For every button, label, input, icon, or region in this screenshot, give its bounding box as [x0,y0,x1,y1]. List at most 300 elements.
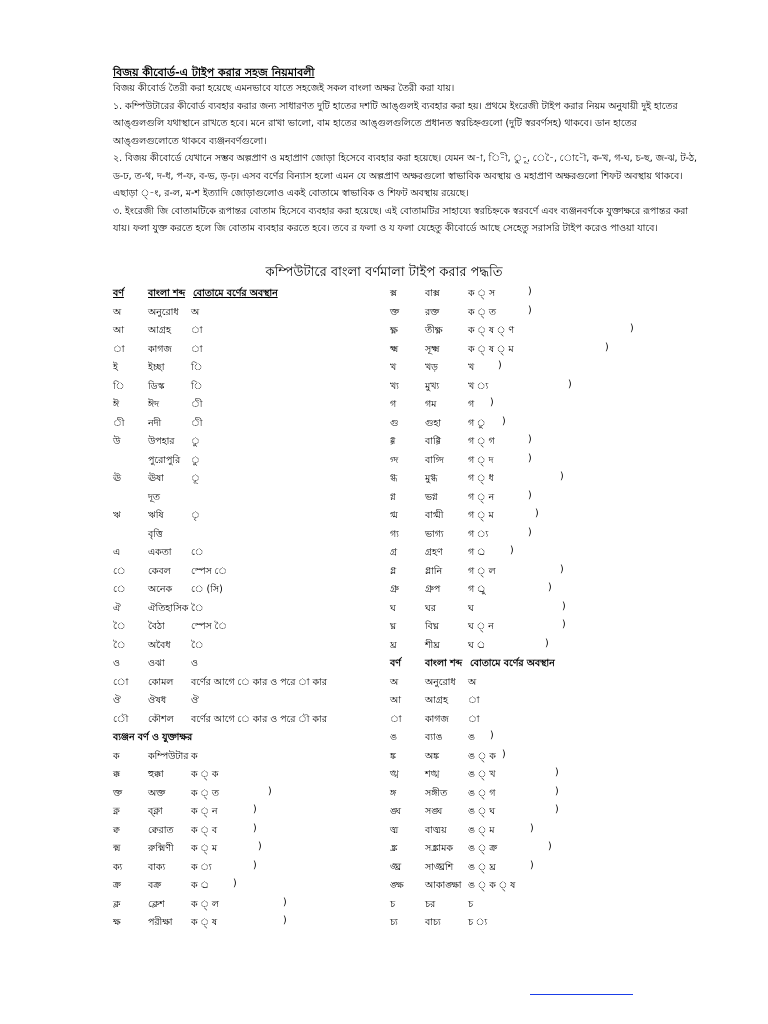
table-row [113,342,373,361]
row-key: ক ্ ব [191,824,218,836]
table-row [390,730,690,749]
row-letter: গু [390,417,399,429]
row-letter: অ [390,676,399,688]
row-paren: ) [530,859,534,871]
row-letter: গ্র [390,547,398,558]
row-key: ক ্ ল [191,898,219,910]
row-word: বৈঠা [148,621,165,632]
row-word: গ্লানি [425,565,443,577]
row-letter: ক্ষ্ণ [390,325,398,336]
row-key: গ [468,399,475,410]
row-key: ক ্ ষ [191,917,218,928]
table-row [113,453,373,472]
row-paren: ) [233,878,237,889]
row-key: গ ্ গ [468,436,495,447]
row-word: ঋষি [148,510,164,521]
row-word: অবৈধ [148,639,171,651]
table-row [390,564,690,583]
table-row [390,804,690,823]
right-vowel-rows [390,675,690,934]
table-row [113,619,373,638]
table-row [390,471,690,490]
row-key: ঘ ্র [468,639,486,651]
table-row [113,712,373,731]
row-word: ঈদ [148,399,160,410]
row-paren: ) [545,637,549,649]
table-row [390,286,690,305]
row-letter: ক্ষ [113,917,121,928]
row-paren: ) [528,286,532,297]
row-letter: ঊ [113,473,121,484]
row-key: ৈ [191,639,204,651]
row-letter: ক্স [390,288,397,299]
left-table-header [113,286,373,305]
row-word: রুক্মিণী [148,843,174,854]
row-letter: ঙ্ক্র [390,843,398,854]
table-row [390,453,690,472]
row-letter: এ [113,547,121,558]
row-word: গ্রুপ [425,584,441,595]
row-word: ডিস্ক [148,380,165,392]
row-letter: ই [113,362,118,373]
row-word: ক্বেরাত [148,824,174,836]
table-row [113,786,373,805]
row-letter: া [113,343,125,355]
row-key: ি [191,362,203,373]
consonant-section-heading [113,730,373,749]
table-row [113,601,373,620]
table-row [113,638,373,657]
row-key: খ ্য [468,380,489,392]
row-key: গ ্ ন [468,491,495,503]
row-key: ৈ [191,602,204,614]
table-row [390,416,690,435]
row-letter: ঘ্র [390,639,397,651]
row-key: ঘ [468,602,474,614]
intro-paragraphs [113,80,705,238]
table-row [390,360,690,379]
table-row [390,638,690,657]
row-letter: ঙ্খ [390,769,399,780]
row-key: ক [191,750,198,762]
table-row [390,434,690,453]
table-row [113,582,373,601]
row-paren: ) [555,785,559,797]
row-paren: ) [253,822,257,834]
table-row [390,860,690,879]
table-row [113,305,373,324]
row-key: ী [191,399,203,410]
table-row [113,471,373,490]
row-word: কাগজ [148,343,172,355]
row-letter: ক্র [113,880,121,891]
row-word: কোমল [148,676,174,688]
row-word: মুখ্য [425,380,440,392]
row-key: গ ্র [468,547,486,558]
row-letter: ঘ [390,602,396,614]
row-letter: ৈ [113,639,126,651]
row-word: তীক্ষ্ণ [425,325,443,336]
row-key: ঘ ্ ন [468,621,494,632]
row-letter: অ [113,306,122,318]
row-letter: গ্গ [390,436,396,447]
row-word: অনুরোধ [425,676,456,688]
table-row [390,527,690,546]
table-row [390,749,690,768]
row-word: ভগ্ন [425,491,438,503]
row-key: ে (সি) [191,584,223,595]
row-word: বক্র [148,880,162,891]
row-word: পরীক্ষা [148,917,173,928]
row-letter: ঔ [113,695,121,706]
row-word: বিঘ্ন [425,621,439,632]
row-word: কৌশল [148,713,174,725]
table-row [113,434,373,453]
table-row [390,841,690,860]
row-key: চ ্য [468,917,488,928]
row-word: বৃত্তি [148,528,163,540]
row-key: ী [191,417,203,429]
table-row [113,897,373,916]
row-word: ওঝা [148,658,165,669]
table-row [390,379,690,398]
row-key: ু [191,454,200,466]
row-key: অ [468,676,477,688]
row-word: ব্ক্না [148,806,163,817]
header-word: বাংলা শব্দ [148,288,186,299]
table-row [390,823,690,842]
row-letter: ঙ্ম [390,824,399,836]
row-word: সঙ্ঘ [425,806,443,817]
row-letter: গ্ধ [390,473,398,484]
row-key: বর্ণের আগে ে কার ও পরে ৗ কার [191,713,327,725]
row-word: বাগ্দি [425,454,444,466]
row-word: বাক্য [148,861,166,873]
row-key: ে [191,547,204,558]
row-letter: চ্য [390,917,398,928]
row-letter: ক্য [113,861,123,873]
row-letter: গ [390,399,397,410]
row-paren: ) [502,748,506,760]
row-paren: ) [555,767,559,778]
row-word: কাগজ [425,713,449,725]
row-letter: ী [113,417,125,429]
row-letter: ঈ [113,399,120,410]
row-key: ক ্ ন [191,806,218,817]
row-paren: ) [528,526,532,538]
row-word: গম [425,399,437,410]
row-key: ঙ ্ ক [468,750,496,762]
row-key: গ ্য [468,528,489,540]
row-letter: খ্য [390,380,399,392]
row-letter: া [390,713,402,725]
row-paren: ) [253,804,257,815]
row-key: ক ্ ষ ্ ণ [468,325,515,336]
row-paren: ) [530,822,534,834]
right-table-header [390,656,690,675]
intro-paragraph-2: ২. বিজয় কীবোর্ডে যেখানে সম্ভব অল্পপ্রাণ ও মহাপ্রাণ জোড়া হিসেবে ব্যবহার করা হয়েছে। যেমন অ-া, ি-ী, ু-ূ, ে-ৈ, ো-ৌ, ক-খ, গ-ঘ, চ-ছ, জ-ঝ, ট-ঠ, ড-ঢ, ত-থ, দ-ধ, প-ফ, ব-ভ, ড়-ঢ়। এসব বর্ণের বিন্যাস হলো এমন যে অল্পপ্রাণ অক্ষরগুলো স্বাভাবিক অবস্থায় ও মহাপ্রাণ অক্ষরগুলো শিফট অবস্থায় থাকবে। এছাড়া ্-ং, র-ল, ম-শ ইত্যাদি জোড়াগুলোও একই বোতামে স্বাভাবিক ও শিফট অবস্থায় রয়েছে। [113,153,697,199]
header-key-position: বোতামে বর্ণের অবস্থান [470,658,555,669]
right-consonant-rows [390,286,690,656]
row-key: গ ্ ধ [468,473,494,484]
table-row [390,786,690,805]
row-word: দূত [148,491,160,503]
table-row [390,545,690,564]
row-paren: ) [490,397,494,408]
row-letter: ক্ত [390,306,400,318]
table-row [390,767,690,786]
table-row [113,508,373,527]
row-word: চর [425,898,436,910]
table-row [113,379,373,398]
table-row [113,749,373,768]
right-column [390,286,690,934]
table-row [113,915,373,934]
row-word: পুরোপুরি [148,454,181,466]
row-letter: আ [113,325,124,336]
row-letter: গ্রু [390,584,399,595]
row-letter: গ্দ [390,454,399,466]
row-letter: গ্ম [390,510,398,521]
row-key: ৃ [191,510,200,521]
row-key: খ [468,362,475,373]
table-row [113,841,373,860]
table-row [390,342,690,361]
row-word: অনেক [148,584,173,595]
row-paren: ) [528,434,532,445]
section-label: ব্যঞ্জন বর্ণ ও যুক্তাক্ষর [113,732,193,743]
row-key: ক ্য [191,861,212,873]
table-row [113,323,373,342]
table-row [390,878,690,897]
row-paren: ) [253,859,257,871]
row-letter: ৈ [113,621,126,632]
row-word: ইচ্ছা [148,362,165,373]
table-row [390,508,690,527]
row-letter: গ্য [390,528,399,540]
row-key: গ ্ দ [468,454,494,466]
table-row [390,897,690,916]
row-key: ঙ [468,732,475,743]
row-word: আগ্রহ [148,325,171,336]
row-letter: চ [390,898,396,910]
row-paren: ) [258,841,262,852]
row-letter: ও [113,658,120,669]
row-word: ব্যাঙ [425,732,443,743]
intro-line: বিজয় কীবোর্ড তৈরী করা হয়েছে এমনভাবে যাতে সহজেই সকল বাংলা অক্ষর তৈরী করা যায়। [113,83,455,94]
table-row [390,619,690,638]
hyperlink-underline[interactable] [530,994,633,995]
table-row [390,397,690,416]
row-key: গ ্ ম [468,510,494,521]
row-word: ক্লেশ [148,898,165,910]
row-key: বর্ণের আগে ে কার ও পরে া কার [191,676,327,688]
row-key: ঔ [191,695,199,706]
row-letter: গ্ন [390,491,396,503]
table-row [390,693,690,712]
row-word: গুহা [425,417,441,429]
header-key-position: বোতামে বর্ণের অবস্থান [193,288,278,299]
row-word: শীঘ্র [425,639,440,651]
row-letter: উ [113,436,121,447]
row-key: গ ু [468,417,486,429]
row-key: া [191,343,203,355]
row-word: আগ্রহ [425,695,448,706]
table-row [113,490,373,509]
table-row [113,527,373,546]
left-consonant-rows [113,749,373,934]
row-paren: ) [535,508,539,519]
table-row [113,693,373,712]
intro-paragraph-3: ৩. ইংরেজী জি বোতামটিকে রূপান্তর বোতাম হিসেবে ব্যবহার করা হয়েছে। এই বোতামটির সাহায্যে স্বরচিহ্নকে স্বরবর্ণে এবং ব্যঞ্জনবর্ণকে যুক্তাক্ষরে রূপান্তর করা যায়। ফলা যুক্ত করতে হলে জি বোতাম ব্যবহার করতে হবে। তবে র ফলা ও য ফলা যেহেতু কীবোর্ডে আছে সেহেতু সরাসরি টাইপ করেও পাওয়া যাবে। [113,205,689,234]
row-letter: আ [390,695,401,706]
row-paren: ) [560,471,564,482]
row-word: ভাগ্য [425,528,444,540]
table-row [113,545,373,564]
table-row [113,804,373,823]
row-letter: ে [113,565,126,577]
row-key: ূ [191,473,200,484]
row-letter: ঙ্ঘ [390,806,401,817]
table-row [390,675,690,694]
header-letter: বর্ণ [390,658,401,669]
row-word: অক্ত [148,787,166,799]
row-paren: ) [562,600,566,612]
table-row [390,915,690,934]
row-letter: ঐ [113,602,121,614]
row-word: ঔষধ [148,695,167,706]
row-paren: ) [548,582,552,593]
row-letter: গ্ল [390,565,397,577]
left-column [113,286,373,934]
row-word: সূক্ষ্ম [425,343,440,355]
table-row [113,416,373,435]
row-word: একতা [148,547,172,558]
row-key: া [191,325,203,336]
table-row [113,823,373,842]
row-word: ঐতিহাসিক [148,602,189,614]
row-letter: ক্ত [113,787,123,799]
row-letter: ক্ক [113,769,120,780]
row-key: ক ্র [191,880,209,891]
row-key: ঙ ্ খ [468,769,496,780]
row-key: ও [191,658,198,669]
row-paren: ) [502,415,506,427]
row-paren: ) [562,619,566,630]
row-word: সাঙ্ঘ্রশি [425,861,454,873]
table-row [390,305,690,324]
row-paren: ) [528,452,532,464]
row-word: মুগ্ধ [425,473,438,484]
row-letter: ক্ষ্ম [390,343,399,355]
row-key: ক ্ ক [191,769,219,780]
table-row [113,878,373,897]
row-word: অনুরোধ [148,306,179,318]
document-heading: বিজয় কীবোর্ড-এ টাইপ করার সহজ নিয়মাবলী [113,66,315,79]
row-letter: ি [113,380,125,392]
row-key: ি [191,380,203,392]
row-key: চ [468,898,474,910]
table-row [113,564,373,583]
row-key: ক ্ ষ ্ ম [468,343,514,355]
row-letter: ক্ব [113,824,120,836]
row-word: গ্রহণ [425,547,443,558]
table-row [113,860,373,879]
row-paren: ) [630,323,634,334]
row-paren: ) [560,563,564,575]
row-word: বাক্স [425,288,440,299]
row-key: া [468,695,480,706]
row-paren: ) [498,360,502,371]
row-key: ঙ ্ ক ্ ষ [468,880,516,891]
row-word: বাচ্য [425,917,441,928]
row-letter: ঙ্ক্ষ [390,880,404,891]
row-letter: ক্ম [113,843,121,854]
row-word: রক্ত [425,306,440,318]
row-paren: ) [568,378,572,390]
row-word: বাগ্গি [425,436,441,447]
row-letter: ে [113,584,126,595]
table-row [113,397,373,416]
row-key: ক ্ স [468,288,496,299]
row-key: ঙ ্ গ [468,787,496,799]
row-word: সঙ্ক্রামক [425,843,453,854]
row-key: ক ্ ত [468,306,496,318]
row-letter: ঙ্গ [390,787,397,799]
row-key: ঙ ্ ম [468,824,495,836]
row-key: ক ্ ত [191,787,219,799]
row-paren: ) [510,545,514,556]
row-key: অ [191,306,200,318]
row-paren: ) [283,915,287,926]
row-word: ঊষা [148,473,164,484]
row-letter: ঙ [390,732,397,743]
row-letter: ঘ্ন [390,621,397,632]
table-row [390,323,690,342]
row-word: ঘর [425,602,436,614]
table-row [113,656,373,675]
row-key: া [468,713,480,725]
row-word: সঙ্গীত [425,787,448,799]
row-letter: ক্ল [113,898,121,910]
row-word: হুক্কা [148,769,164,780]
row-word: খড় [425,362,438,373]
chart-title: কম্পিউটারে বাংলা বর্ণমালা টাইপ করার পদ্ধতি [265,265,503,280]
header-word: বাংলা শব্দ [425,658,463,669]
row-word: শঙ্খ [425,769,440,780]
row-paren: ) [548,841,552,852]
row-word: বাগ্মী [425,510,444,521]
row-word: নদী [148,417,162,429]
row-paren: ) [528,304,532,316]
row-paren: ) [555,804,559,815]
row-key: ক ্ ম [191,843,218,854]
table-row [113,767,373,786]
table-row [390,490,690,509]
row-letter: ো [113,676,129,688]
row-paren: ) [528,489,532,501]
row-word: উপহার [148,436,175,447]
row-word: বাঙ্ময় [425,824,447,836]
row-letter: ঋ [113,510,121,521]
table-row [390,601,690,620]
row-key: ঙ ্ ঘ্র [468,861,496,873]
row-key: স্পেস ৈ [191,621,227,632]
row-letter: ক্ন [113,806,120,817]
row-word: কেবল [148,565,171,577]
table-row [113,360,373,379]
row-paren: ) [268,785,272,797]
